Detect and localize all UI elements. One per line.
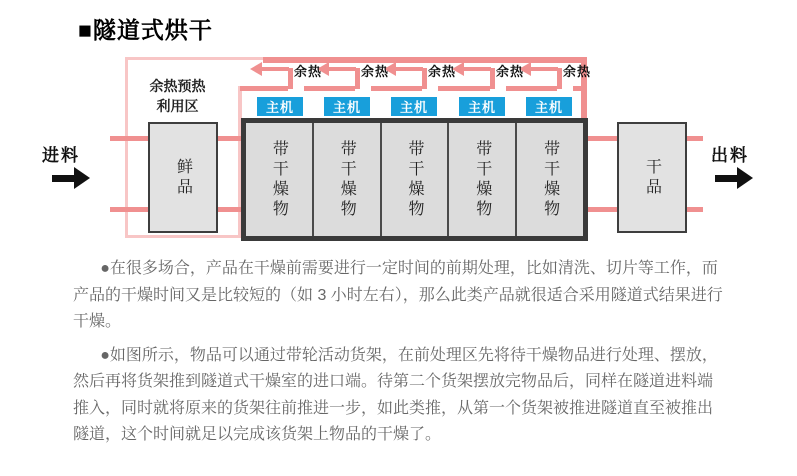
- pipe-segment: [438, 86, 490, 91]
- preheat-zone-label-line1: 余热预热: [149, 78, 206, 94]
- conveyor-line: [218, 207, 241, 212]
- arrow-head: [74, 167, 90, 189]
- host-badge: 主机: [257, 97, 303, 116]
- waste-heat-label: 余热: [428, 64, 457, 79]
- left-arrow-icon: [250, 62, 262, 76]
- conveyor-line: [110, 207, 148, 212]
- arrow-shaft: [52, 175, 74, 182]
- inlet-label: 进料: [42, 146, 80, 165]
- waste-heat-label: 余热: [563, 64, 592, 79]
- waste-heat-stub: [557, 68, 562, 89]
- host-badge: 主机: [459, 97, 505, 116]
- inlet-arrow-icon: [52, 167, 90, 189]
- tunnel-cell-label: 带干燥物: [541, 139, 559, 220]
- tunnel-dryer: [241, 118, 588, 241]
- waste-heat-stub: [490, 68, 495, 89]
- conveyor-line: [110, 136, 148, 141]
- waste-heat-arrow-line: [261, 67, 289, 71]
- pipe-segment: [506, 86, 557, 91]
- fresh-product-box: [148, 122, 218, 233]
- tunnel-cell: [449, 123, 515, 236]
- pipe-segment: [240, 86, 288, 91]
- arrow-head: [737, 167, 753, 189]
- outlet-arrow-icon: [715, 167, 753, 189]
- preheat-zone-label: [130, 76, 225, 116]
- waste-heat-label: 余热: [294, 64, 323, 79]
- tunnel-cell: [314, 123, 380, 236]
- conveyor-line: [687, 207, 703, 212]
- conveyor-line: [687, 136, 703, 141]
- preheat-zone-label-line2: 利用区: [156, 98, 199, 114]
- waste-heat-label: 余热: [361, 64, 390, 79]
- dried-product-box: [617, 122, 687, 233]
- conveyor-line: [588, 207, 617, 212]
- conveyor-line: [218, 136, 241, 141]
- waste-heat-arrow-line: [530, 67, 558, 71]
- host-badge: 主机: [391, 97, 437, 116]
- tunnel-cell-label: 带干燥物: [473, 139, 491, 220]
- tunnel-cell: [382, 123, 448, 236]
- tunnel-cell-label: 带干燥物: [338, 139, 356, 220]
- waste-heat-stub: [288, 68, 293, 89]
- paragraph-2: ●如图所示，物品可以通过带轮活动货架，在前处理区先将待干燥物品进行处理、摆放，然后再将货架推到隧道式干燥室的进口端。待第二个货架摆放完物品后，同样在隧道进料端推入，同时就将原来的货架往前推进一步，如此类推，从第一个货架被推进隧道直至被推出隧道，这个时间就足以完成该货架上物品的干燥了。: [73, 346, 718, 443]
- waste-heat-arrow-line: [328, 67, 356, 71]
- tunnel-cell: [246, 123, 312, 236]
- waste-heat-arrow-line: [395, 67, 423, 71]
- fresh-product-label: 鲜品: [174, 157, 192, 198]
- pipe-segment: [573, 86, 587, 91]
- waste-heat-arrow-line: [463, 67, 491, 71]
- host-badge: 主机: [526, 97, 572, 116]
- description-text: [73, 256, 728, 456]
- page-title: ■隧道式烘干: [78, 17, 213, 43]
- arrow-shaft: [715, 175, 737, 182]
- paragraph-1: ●在很多场合，产品在干燥前需要进行一定时间的前期处理，比如清洗、切片等工作，而产品的干燥时间又是比较短的（如 3 小时左右），那么此类产品就很适合采用隧道式结果进行干燥。: [73, 260, 723, 330]
- tunnel-cell-label: 带干燥物: [270, 139, 288, 220]
- dried-product-label: 干品: [643, 157, 661, 198]
- tunnel-cell: [517, 123, 583, 236]
- host-badge: 主机: [324, 97, 370, 116]
- tunnel-cell-label: 带干燥物: [405, 139, 423, 220]
- waste-heat-label: 余热: [496, 64, 525, 79]
- waste-heat-stub: [422, 68, 427, 89]
- conveyor-line: [588, 136, 617, 141]
- pipe-segment: [304, 86, 355, 91]
- waste-heat-stub: [355, 68, 360, 89]
- outlet-label: 出料: [711, 146, 749, 165]
- pipe-segment: [371, 86, 422, 91]
